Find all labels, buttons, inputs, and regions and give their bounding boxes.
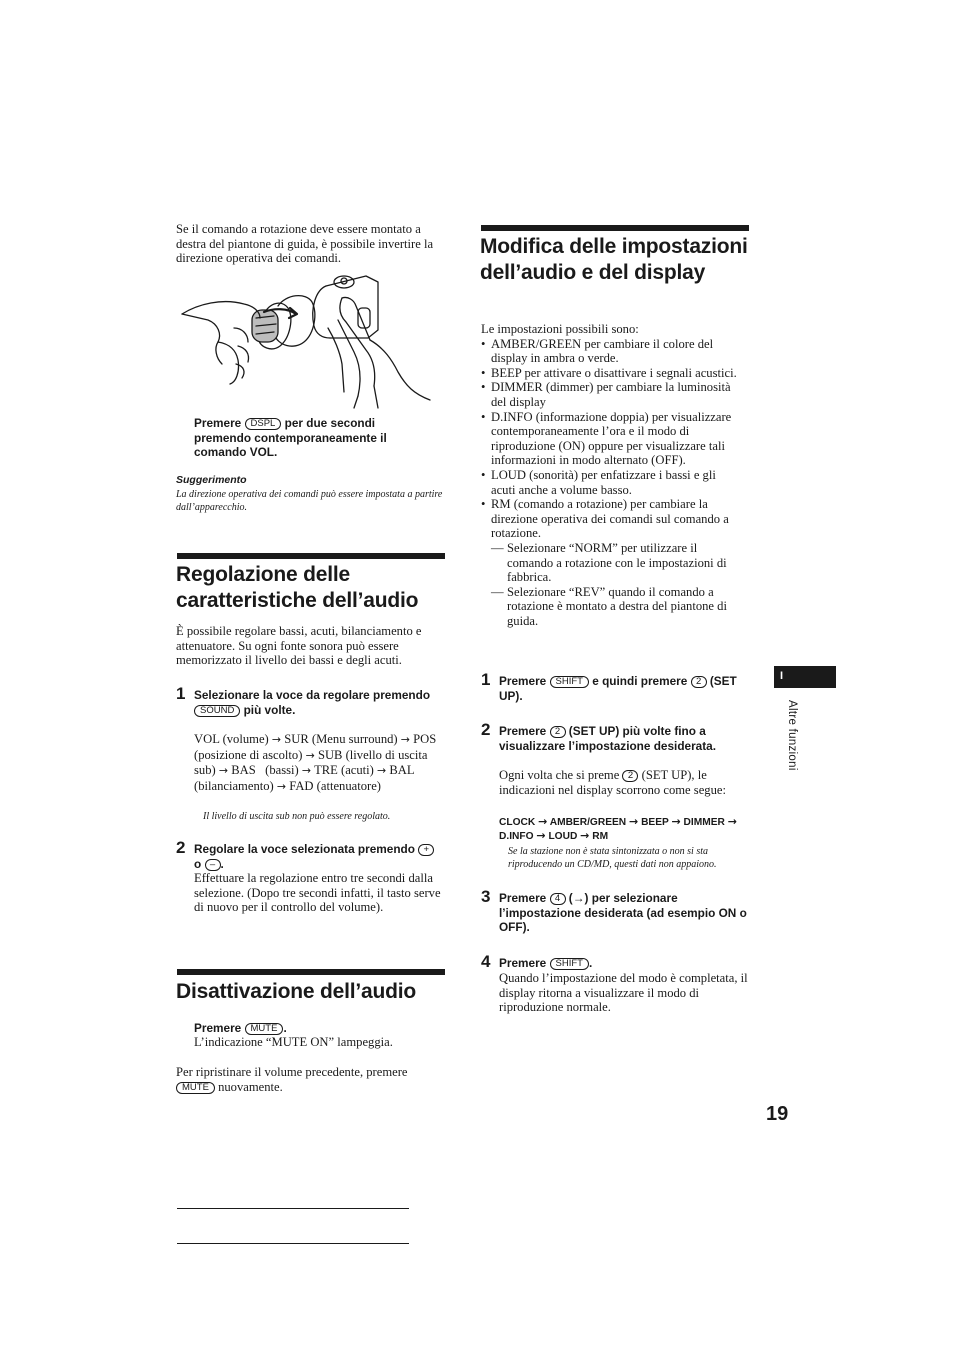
dash: — (491, 584, 504, 599)
arrow-icon: → (580, 829, 590, 842)
section-title-audio-characteristics: Regolazione delle caratteristiche dell’audio (176, 563, 419, 612)
seq-item: BEEP (641, 817, 669, 828)
step-number: 2 (176, 838, 186, 857)
shift-button[interactable]: SHIFT (550, 676, 589, 688)
dspl-instruction-text: per due secondi premendo contemporaneamente il comando VOL. (194, 416, 387, 460)
step1-text-b: più volte. (243, 702, 296, 717)
tip-title: Suggerimento (176, 474, 247, 486)
step2-instruction: Regolare la voce selezionata premendo + o – . (194, 842, 444, 871)
rotary-commander-illustration (178, 268, 440, 410)
seq-item: AMBER/GREEN (549, 817, 627, 828)
sound-button[interactable]: SOUND (194, 705, 240, 717)
step1-text-a: Selezionare la voce da regolare premendo (194, 688, 431, 702)
step-number: 1 (176, 684, 186, 703)
mute-button[interactable]: MUTE (245, 1023, 284, 1035)
arrow-icon: → (305, 748, 315, 762)
bullet: • (481, 365, 486, 380)
step2-body: Effettuare la regolazione entro tre secondi dalla selezione. (Dopo tre secondi infatti, il tasto serve di nuovo per il controllo del volume). (194, 871, 441, 915)
restore-text-b: nuovamente. (218, 1079, 283, 1094)
settings-list (481, 322, 743, 628)
page-number: 19 (766, 1103, 789, 1125)
arrow-icon: → (276, 779, 287, 793)
bullet: • (481, 380, 486, 395)
setup-sequence (499, 815, 751, 843)
settings-step4: Premere SHIFT . (499, 956, 593, 970)
arrow-icon: → (671, 815, 681, 828)
or-label: o (194, 856, 202, 871)
rm-sub-list (491, 541, 743, 629)
section-title-mute: Disattivazione dell’audio (176, 980, 417, 1003)
sound-sequence (194, 732, 446, 794)
blank-line (177, 1243, 409, 1244)
mute-instruction: Premere MUTE . (194, 1021, 287, 1035)
seq-item: LOUD (548, 831, 578, 842)
sequence-note: Se la stazione non è stata sintonizzata o non si sta riproducendo un CD/MD, questi dati non appaiono. (508, 846, 717, 870)
shift-button[interactable]: SHIFT (550, 958, 589, 970)
list-item: • D.INFO (informazione doppia) per visualizzare contemporaneamente l’ora e il modo di riproduzione (ON) oppure per visualizzare tali informazioni in modo alternato (OFF). (481, 409, 732, 468)
list-item: • RM (comando a rotazione) per cambiare la direzione operativa dei comandi sul comando a rotazione. — Selezionare “NORM” per utilizzare il comando a rotazione con le impostazioni di fabbrica. — Selezionare “REV” quando il comando a rotazione è montato a destra del piantone di guida. (481, 497, 743, 628)
tip-text: La direzione operativa dei comandi può essere impostata a partire dall’apparecchio. (176, 489, 443, 513)
step2-text-a: Regolare la voce selezionata premendo (194, 842, 415, 856)
dash: — (491, 540, 504, 555)
seq-item: SUB (livello di uscita sub) (194, 747, 428, 778)
dspl-button[interactable]: DSPL (245, 418, 282, 430)
section-rule (177, 969, 445, 975)
list-item: • BEEP per attivare o disattivare i segnali acustici. (481, 365, 737, 380)
step-number: 1 (481, 670, 491, 689)
seq-item: DIMMER (683, 817, 725, 828)
premere-label: Premere (194, 416, 242, 430)
bullet: • (481, 467, 486, 482)
arrow-icon: → (301, 764, 312, 778)
settings-bullets (481, 337, 743, 629)
seq-item: SUR (Menu surround) (284, 732, 398, 746)
right-arrow-icon: (→) (568, 891, 589, 905)
settings-step2: Premere 2 (SET UP) più volte fino a visualizzare l’impostazione desiderata. (499, 724, 717, 753)
hand-rotary-icon (178, 268, 440, 410)
seq-item: BAS (bassi) (231, 763, 299, 778)
premere-label: Premere (194, 1021, 242, 1035)
section-rule (481, 225, 749, 231)
button-2[interactable]: 2 (550, 726, 566, 738)
settings-step3: Premere 4 (→) per selezionare l’impostazione desiderata (ad esempio ON o OFF). (499, 891, 747, 935)
step1-instruction (194, 688, 434, 717)
step-number: 2 (481, 720, 491, 739)
step-number: 3 (481, 887, 491, 906)
side-section-label: Altre funzioni (786, 700, 798, 771)
seq-item: POS (posizione di ascolto) (194, 732, 437, 762)
seq-item: BAL (bilanciamento) (194, 763, 415, 793)
arrow-icon: → (271, 733, 282, 746)
step-number: 4 (481, 952, 491, 971)
seq-item: CLOCK (499, 817, 536, 828)
list-item: • AMBER/GREEN per cambiare il colore del display in ambra o verde. (481, 336, 714, 366)
arrow-icon: → (538, 815, 548, 828)
step2-body: Ogni volta che si preme 2 (SET UP), le indicazioni nel display scorrono come segue: (499, 768, 726, 797)
minus-button[interactable]: – (205, 859, 221, 871)
button-2[interactable]: 2 (622, 770, 638, 782)
section-title-settings: Modifica delle impostazioni dell’audio e del display (480, 235, 748, 284)
side-tab-letter: I (780, 670, 784, 682)
seq-item: VOL (volume) (194, 732, 269, 746)
arrow-icon: → (629, 815, 639, 828)
restore-text-a: Per ripristinare il volume precedente, premere (176, 1065, 408, 1079)
bullet: • (481, 336, 486, 351)
seq-item: TRE (acuti) (314, 763, 374, 778)
intro-paragraph: Se il comando a rotazione deve essere montato a destra del piantone di guida, è possibile invertire la direzione operativa dei comandi. (176, 222, 434, 266)
section-rule (177, 553, 445, 559)
seq-item: RM (592, 831, 609, 842)
sub-list-item: — Selezionare “NORM” per utilizzare il comando a rotazione con le impostazioni di fabbrica. (491, 540, 727, 585)
bullet: • (481, 497, 486, 512)
restore-text (176, 1065, 448, 1094)
list-item: • LOUD (sonorità) per enfatizzare i bassi e gli acuti anche a volume basso. (481, 467, 716, 497)
dspl-instruction (194, 416, 430, 460)
seq-item: D.INFO (499, 831, 534, 842)
seq-item: FAD (attenuatore) (289, 778, 382, 793)
button-4[interactable]: 4 (550, 893, 566, 905)
arrow-icon: → (377, 764, 387, 778)
settings-intro: Le impostazioni possibili sono: (481, 322, 639, 336)
arrow-icon: → (536, 829, 546, 842)
arrow-icon: → (218, 764, 229, 778)
sub-list-item: — Selezionare “REV” quando il comando a rotazione è montato a destra del piantone di guida. (491, 584, 727, 628)
sub-note: Il livello di uscita sub non può essere regolato. (203, 811, 391, 822)
list-item: • DIMMER (dimmer) per cambiare la luminosità del display (481, 380, 731, 409)
button-2[interactable]: 2 (691, 676, 707, 688)
mute-text: L’indicazione “MUTE ON” lampeggia. (194, 1035, 393, 1049)
arrow-icon: → (727, 815, 737, 828)
mute-button[interactable]: MUTE (176, 1082, 215, 1094)
blank-line (177, 1208, 409, 1209)
side-section-label-wrap (786, 700, 800, 820)
bullet: • (481, 409, 486, 424)
arrow-icon: → (400, 733, 410, 746)
step4-body: Quando l’impostazione del modo è completata, il display ritorna a visualizzare il modo di riproduzione normale. (499, 971, 748, 1015)
section1-intro: È possibile regolare bassi, acuti, bilanciamento e attenuatore. Su ogni fonte sonora può essere memorizzato il livello dei bassi e degli acuti. (176, 624, 422, 668)
settings-step1: Premere SHIFT e quindi premere 2 (SET UP). (499, 674, 737, 703)
side-tab (774, 666, 836, 688)
plus-button[interactable]: + (418, 844, 434, 856)
